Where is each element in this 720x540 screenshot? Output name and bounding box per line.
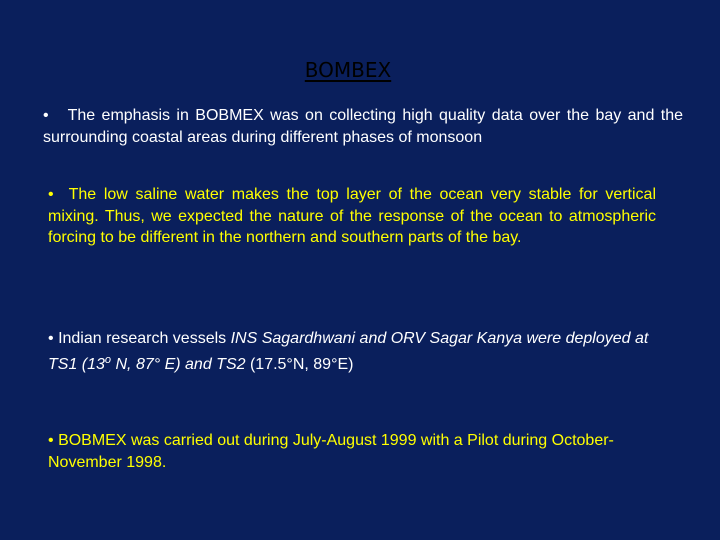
paragraph-emphasis-text: The emphasis in BOBMEX was on collecting high quality data over the bay and the surrounding coastal areas during different phases of monsoon [43,107,684,146]
paragraph-low-saline-text: The low saline water makes the top layer of the ocean very stable for vertical mixing. Thus, we expected the nature of the response of the ocean to atmospheric forcing to be different in the northern and southern parts of the bay. [48,186,656,246]
paragraph-low-saline [48,184,656,249]
bullet: • [48,186,54,203]
bullet: • [48,432,54,449]
paragraph-research-vessels [48,328,668,375]
bullet: • [48,330,54,347]
slide-title: BOMBEX [304,58,392,82]
vessels-italic-text: INS Sagardhwani and ORV Sagar Kanya were deployed at TS1 (13 [48,330,649,373]
coords-text: (17.5°N, 89°E) [245,355,354,373]
paragraph-emphasis [43,105,683,148]
paragraph-bobmex-dates [48,430,668,473]
paragraph-bobmex-dates-text: BOBMEX was carried out during July-August 1999 with a Pilot during October-November 1998. [48,432,614,471]
bullet: • [43,107,49,124]
coords-italic-text: N, 87° E) and TS2 [111,355,246,373]
degree-ring: o [104,353,112,366]
vessels-lead-text: Indian research vessels [58,330,231,347]
